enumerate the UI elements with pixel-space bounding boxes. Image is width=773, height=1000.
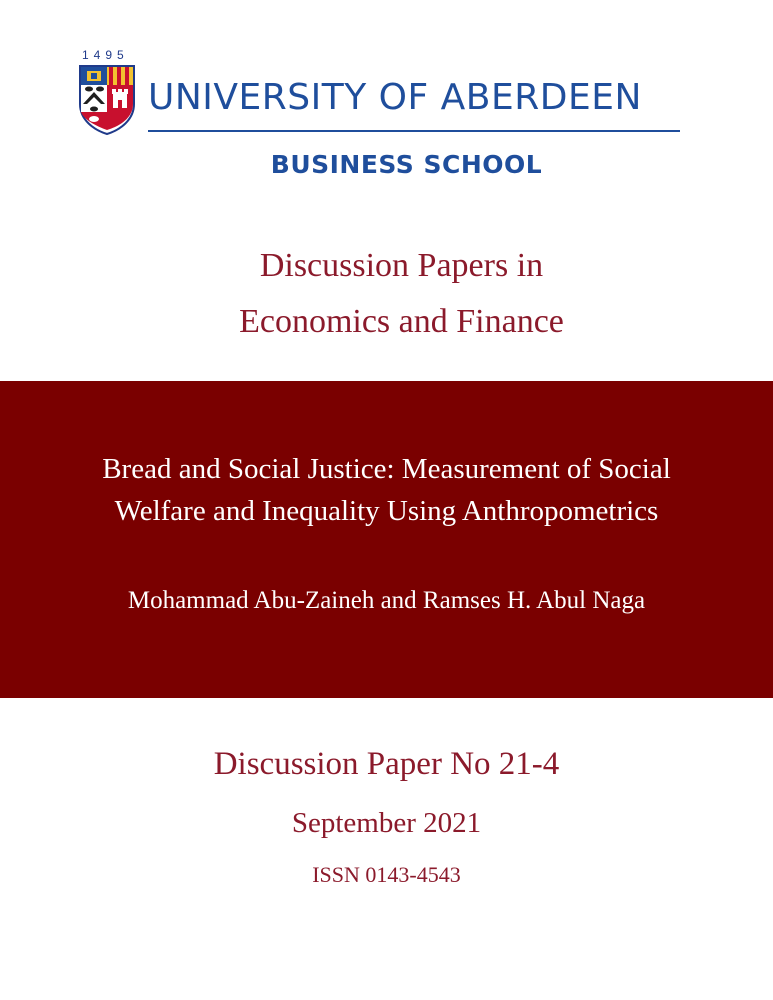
paper-title-line-2: Welfare and Inequality Using Anthropometrics (114, 495, 659, 527)
university-logo (78, 48, 698, 138)
crest-year: 1495 (82, 48, 129, 62)
paper-number: Discussion Paper No 21-4 (213, 746, 560, 782)
paper-title-line-1: Bread and Social Justice: Measurement of Social (102, 453, 671, 485)
issn: ISSN 0143-4543 (312, 862, 461, 887)
title-band (0, 381, 773, 698)
university-name: UNIVERSITY OF ABERDEEN (148, 77, 642, 118)
business-school-name: BUSINESS SCHOOL (270, 150, 543, 179)
paper-title (0, 448, 773, 532)
series-title (0, 238, 773, 350)
paper-date: September 2021 (291, 807, 482, 839)
series-title-line-1: Discussion Papers in (259, 247, 544, 284)
header-rule (148, 130, 680, 132)
university-crest-icon (78, 64, 136, 136)
series-title-line-2: Economics and Finance (239, 303, 564, 340)
paper-authors: Mohammad Abu-Zaineh and Ramses H. Abul Naga (127, 587, 646, 614)
